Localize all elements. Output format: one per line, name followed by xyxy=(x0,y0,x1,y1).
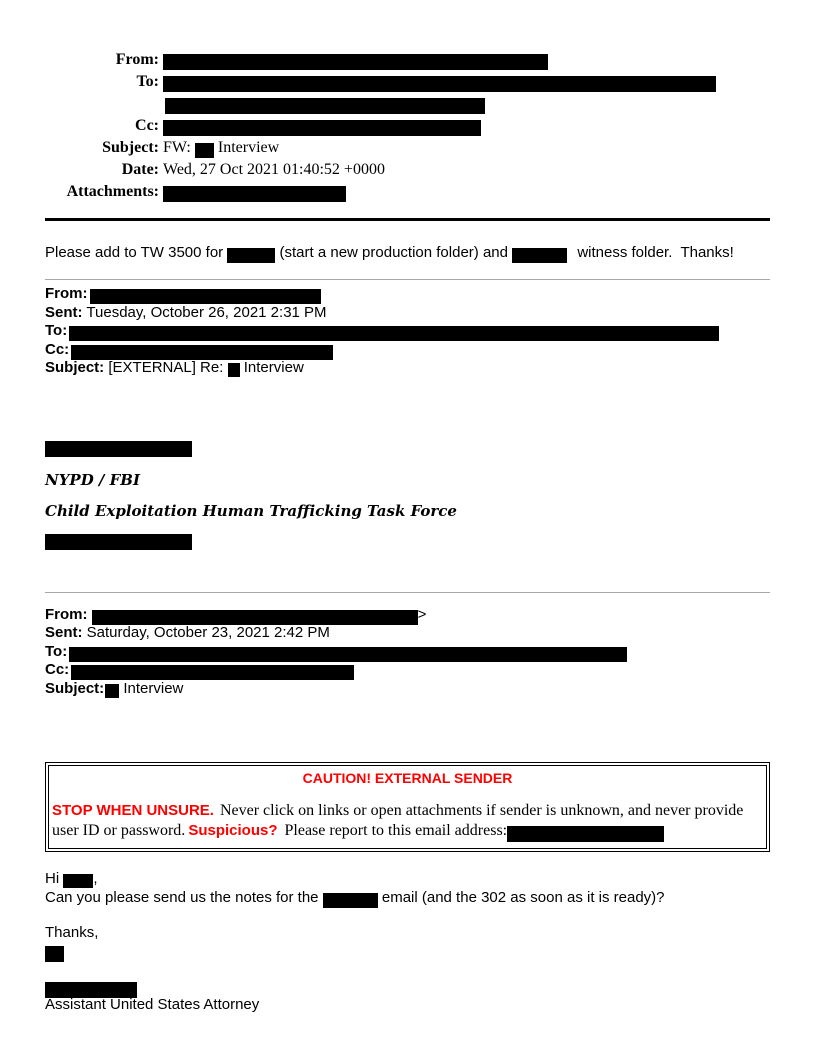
to-label: To: xyxy=(45,642,68,660)
subject-topic: Interview xyxy=(123,679,184,697)
redaction-bar xyxy=(71,665,354,680)
subject-prefix: FW: xyxy=(163,139,191,156)
redaction-bar xyxy=(228,363,240,377)
signature-unit: Child Exploitation Human Trafficking Task Force xyxy=(45,501,457,520)
forward1-divider-rule xyxy=(45,279,770,280)
signoff-line: Thanks, xyxy=(45,924,99,941)
caution-warning-2: Suspicious? xyxy=(188,822,278,839)
fwd1-row-to xyxy=(45,322,770,341)
from-label: From: xyxy=(115,51,159,68)
subject-label: Subject: xyxy=(45,359,105,376)
redaction-bar xyxy=(195,143,214,158)
redaction-bar xyxy=(45,946,64,962)
fwd2-row-cc xyxy=(45,661,770,680)
header-row-from xyxy=(45,49,770,71)
signature-title-line: Assistant United States Attorney xyxy=(45,996,260,1013)
cc-label: Cc: xyxy=(135,117,159,134)
signature-org: NYPD / FBI xyxy=(45,470,140,489)
greeting-line xyxy=(45,869,770,888)
caution-warning-lead: STOP WHEN UNSURE. xyxy=(52,802,214,819)
redaction-bar xyxy=(71,345,333,360)
nypd-signature-block xyxy=(45,441,770,550)
forwarded-header-1 xyxy=(45,285,770,378)
redaction-bar xyxy=(163,120,481,136)
redaction-bar xyxy=(323,893,378,908)
redaction-bar xyxy=(105,684,119,698)
from-label: From: xyxy=(45,605,88,623)
caution-body-text-2: Please report to this email address: xyxy=(284,822,508,839)
header-row-cc xyxy=(45,115,770,137)
fwd2-row-to xyxy=(45,643,770,662)
redaction-bar xyxy=(69,326,719,341)
redaction-bar xyxy=(63,874,93,888)
header-row-to-continued xyxy=(45,93,770,115)
fwd1-row-from xyxy=(45,285,770,304)
header-row-subject xyxy=(45,137,770,159)
cc-label: Cc: xyxy=(45,661,70,678)
sent-label: Sent: xyxy=(45,624,83,641)
intro-text-3: witness folder. Thanks! xyxy=(577,244,734,261)
intro-text-2: (start a new production folder) and xyxy=(279,244,508,261)
redaction-bar xyxy=(163,186,346,202)
redaction-bar xyxy=(227,248,275,263)
request-before: Can you please send us the notes for the xyxy=(45,889,319,906)
date-label: Date: xyxy=(121,161,159,178)
cc-label: Cc: xyxy=(45,340,70,358)
mail-header xyxy=(45,0,770,203)
redaction-bar xyxy=(45,441,192,457)
fwd1-row-cc xyxy=(45,341,770,360)
greeting-prefix: Hi xyxy=(45,870,60,887)
intro-text-1: Please add to TW 3500 for xyxy=(45,244,224,261)
redaction-bar xyxy=(507,826,664,842)
to-label: To: xyxy=(45,322,68,339)
subject-label: Subject: xyxy=(102,139,159,156)
redaction-bar xyxy=(45,534,192,550)
fwd2-row-subject xyxy=(45,680,770,699)
request-line xyxy=(45,888,770,907)
sent-label: Sent: xyxy=(45,303,83,321)
header-row-date xyxy=(45,159,770,181)
signoff-redaction-line xyxy=(45,942,770,961)
subject-topic: Interview xyxy=(217,139,280,156)
redaction-bar xyxy=(163,76,716,92)
caution-body xyxy=(52,801,763,841)
forward2-divider-rule xyxy=(45,592,770,593)
subject-prefix: [EXTERNAL] Re: xyxy=(108,359,224,376)
forwarded-header-2 xyxy=(45,606,770,699)
sent-value: Saturday, October 23, 2021 2:42 PM xyxy=(86,624,330,641)
header-divider-rule xyxy=(45,218,770,221)
redaction-bar xyxy=(512,248,567,263)
fwd2-row-sent xyxy=(45,624,770,643)
redaction-bar xyxy=(69,647,627,662)
subject-topic: Interview xyxy=(243,359,304,376)
caution-banner xyxy=(45,762,770,852)
fwd1-row-sent xyxy=(45,304,770,323)
redaction-bar xyxy=(165,98,485,114)
redaction-bar xyxy=(92,610,418,625)
redaction-bar xyxy=(90,289,321,304)
fwd2-row-from xyxy=(45,606,770,625)
sent-value: Tuesday, October 26, 2021 2:31 PM xyxy=(86,303,327,321)
caution-title: CAUTION! EXTERNAL SENDER xyxy=(302,770,513,786)
from-suffix: > xyxy=(417,605,427,623)
redaction-bar xyxy=(163,54,548,70)
intro-line xyxy=(45,243,770,262)
greeting-suffix: , xyxy=(93,870,98,887)
subject-label: Subject: xyxy=(45,679,105,697)
from-label: From: xyxy=(45,285,88,302)
request-after: email (and the 302 as soon as it is ready)? xyxy=(381,889,665,906)
closing-message xyxy=(45,869,770,1014)
fwd1-row-subject xyxy=(45,359,770,378)
attachments-label: Attachments: xyxy=(66,183,159,200)
signature-name-line xyxy=(45,978,770,995)
header-row-attachments xyxy=(45,181,770,203)
caution-banner-inner xyxy=(48,765,767,849)
header-row-to xyxy=(45,71,770,93)
to-label: To: xyxy=(136,73,159,90)
date-value: Wed, 27 Oct 2021 01:40:52 +0000 xyxy=(163,161,385,178)
caution-body-text-1: Never click on links or open attachments if sender is unknown, and never provide user ID or password. xyxy=(52,802,748,839)
